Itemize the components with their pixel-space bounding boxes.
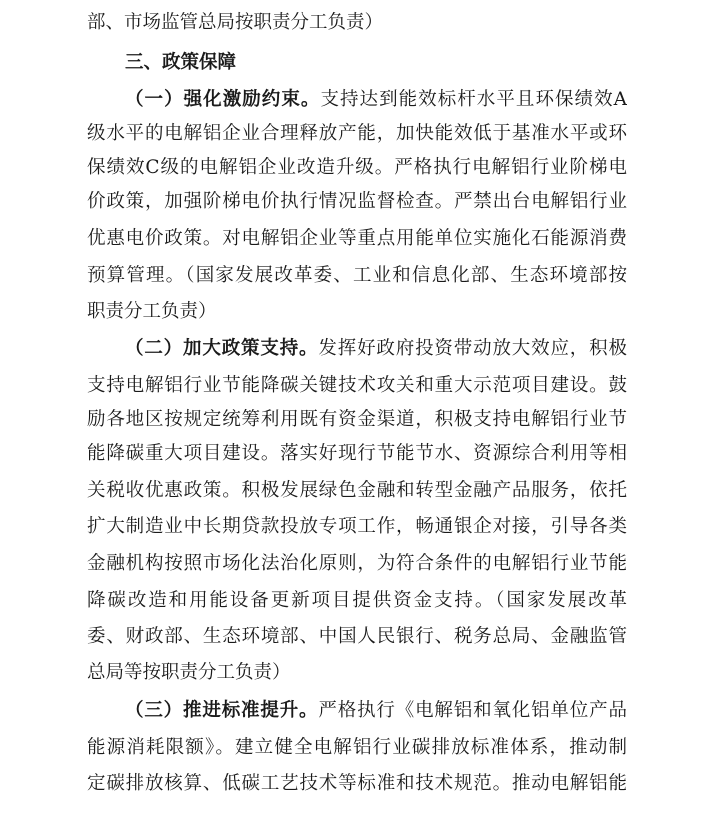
text-line: 级水平的电解铝企业合理释放产能，加快能效低于基准水平或环	[87, 123, 627, 144]
text-line: 降碳改造和用能设备更新项目提供资金支持。（国家发展改革	[87, 590, 627, 611]
paragraph-first-line: （二）加大政策支持。发挥好政府投资带动放大效应，积极	[125, 338, 627, 359]
text-line: 支持电解铝行业节能降碳关键技术攻关和重大示范项目建设。鼓	[87, 375, 627, 396]
paragraph-first-line: （三）推进标准提升。严格执行《电解铝和氧化铝单位产品	[125, 700, 627, 721]
text-line: 委、财政部、生态环境部、中国人民银行、税务总局、金融监管	[87, 626, 627, 647]
text-line: 定碳排放核算、低碳工艺技术等标准和技术规范。推动电解铝能	[87, 773, 627, 794]
paragraph-first-line: （一）强化激励约束。支持达到能效标杆水平且环保绩效A	[125, 89, 627, 110]
subsection-title: （二）加大政策支持。	[125, 338, 319, 359]
text-line: 职责分工负责）	[87, 301, 217, 322]
text-line: 关税收优惠政策。积极发展绿色金融和转型金融产品服务，依托	[87, 480, 627, 501]
section-heading: 三、政策保障	[125, 52, 237, 73]
text-line: 部、市场监管总局按职责分工负责）	[87, 12, 384, 33]
text-line: 优惠电价政策。对电解铝企业等重点用能单位实施化石能源消费	[87, 228, 627, 249]
text-line: 价政策，加强阶梯电价执行情况监督检查。严禁出台电解铝行业	[87, 191, 627, 212]
text-line: 总局等按职责分工负责）	[87, 662, 291, 683]
text-line: 保绩效C级的电解铝企业改造升级。严格执行电解铝行业阶梯电	[87, 157, 627, 178]
text-line: 励各地区按规定统筹利用既有资金渠道，积极支持电解铝行业节	[87, 409, 627, 430]
text-line: 扩大制造业中长期贷款投放专项工作，畅通银企对接，引导各类	[87, 516, 627, 537]
text-line: 能源消耗限额》。建立健全电解铝行业碳排放标准体系，推动制	[87, 737, 627, 758]
text-line: 预算管理。（国家发展改革委、工业和信息化部、生态环境部按	[87, 265, 627, 286]
subsection-title: （三）推进标准提升。	[125, 700, 319, 721]
text-line: 能降碳重大项目建设。落实好现行节能节水、资源综合利用等相	[87, 443, 627, 464]
subsection-title: （一）强化激励约束。	[125, 89, 321, 110]
text-line: 金融机构按照市场化法治化原则，为符合条件的电解铝行业节能	[87, 553, 627, 574]
